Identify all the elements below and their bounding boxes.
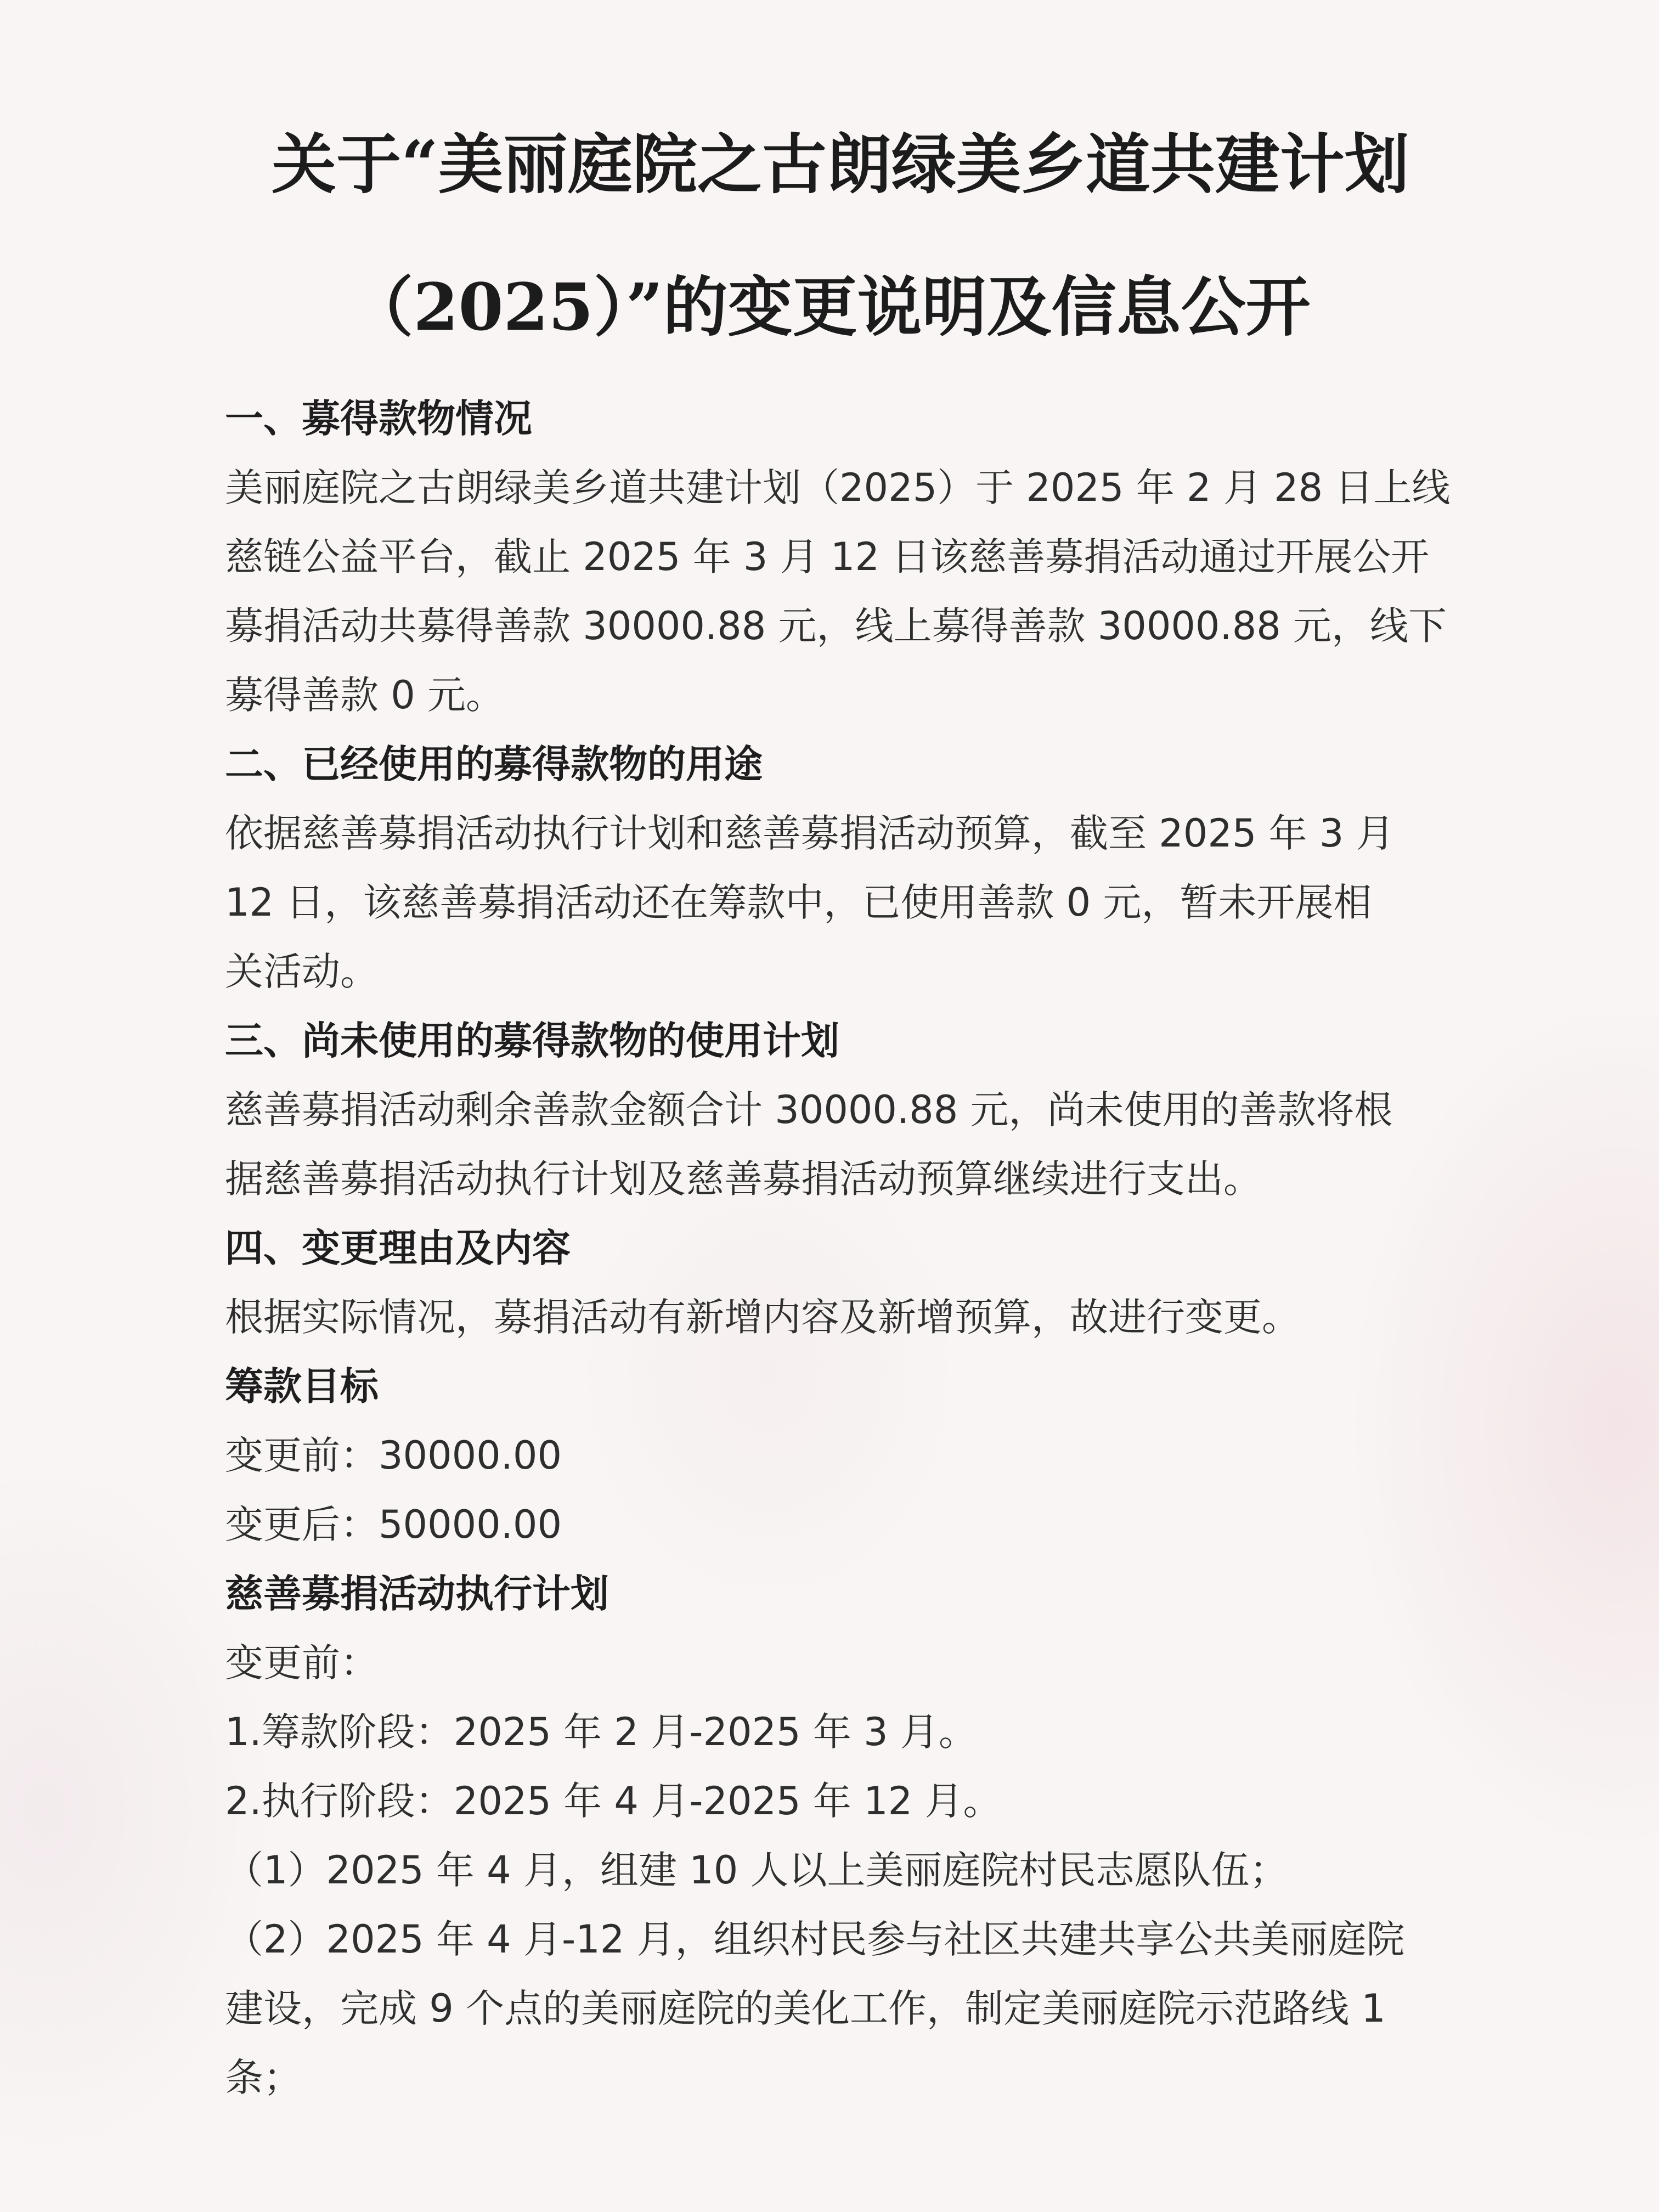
section-1-text-line: 募捐活动共募得善款 30000.88 元，线上募得善款 30000.88 元，线下 [225,603,1447,648]
plan-before-label: 变更前： [225,1640,379,1685]
plan-item: 1.筹款阶段：2025 年 2 月-2025 年 3 月。 [225,1709,977,1754]
section-1-text-line: 募得善款 0 元。 [225,673,505,718]
plan-item-4-line: 条； [225,2055,302,2100]
section-2-text-line: 关活动。 [225,949,379,994]
section-4-reason: 根据实际情况，募捐活动有新增内容及新增预算，故进行变更。 [225,1295,1300,1340]
section-2-text-line: 12 日，该慈善募捐活动还在筹款中，已使用善款 0 元，暂未开展相 [225,880,1372,925]
section-2-heading: 二、已经使用的募得款物的用途 [225,742,763,787]
execution-plan-heading: 慈善募捐活动执行计划 [225,1571,609,1616]
section-1-text-line: 慈链公益平台，截止 2025 年 3 月 12 日该慈善募捐活动通过开展公开 [225,534,1430,579]
section-1 [225,384,1454,730]
document-title-line-1: 关于“美丽庭院之古朗绿美乡道共建计划 [272,126,1409,202]
target-after: 变更后：50000.00 [225,1502,562,1547]
section-2 [225,730,1454,1006]
plan-item-4-line: （2）2025 年 4 月-12 月，组织村民参与社区共建共享公共美丽庭院 [225,1917,1405,1962]
plan-item-4-line: 建设，完成 9 个点的美丽庭院的美化工作，制定美丽庭院示范路线 1 [225,1986,1386,2031]
plan-item: 2.执行阶段：2025 年 4 月-2025 年 12 月。 [225,1779,1002,1824]
section-3-text-line: 慈善募捐活动剩余善款金额合计 30000.88 元，尚未使用的善款将根 [225,1087,1393,1132]
plan-item: （1）2025 年 4 月，组建 10 人以上美丽庭院村民志愿队伍； [225,1848,1288,1893]
fundraising-target-heading: 筹款目标 [225,1364,379,1409]
section-1-text-line: 美丽庭院之古朗绿美乡道共建计划（2025）于 2025 年 2 月 28 日上线 [225,465,1451,510]
section-4-heading: 四、变更理由及内容 [225,1226,571,1271]
document-title-line-2: （2025）”的变更说明及信息公开 [348,269,1311,345]
document-body [225,384,1454,2112]
section-3-heading: 三、尚未使用的募得款物的使用计划 [225,1018,839,1063]
section-3 [225,1006,1454,1214]
section-3-text-line: 据慈善募捐活动执行计划及慈善募捐活动预算继续进行支出。 [225,1156,1262,1201]
target-before: 变更前：30000.00 [225,1433,562,1478]
section-2-text-line: 依据慈善募捐活动执行计划和慈善募捐活动预算，截至 2025 年 3 月 [225,811,1395,856]
section-4 [225,1214,1454,2112]
section-1-heading: 一、募得款物情况 [225,396,532,441]
